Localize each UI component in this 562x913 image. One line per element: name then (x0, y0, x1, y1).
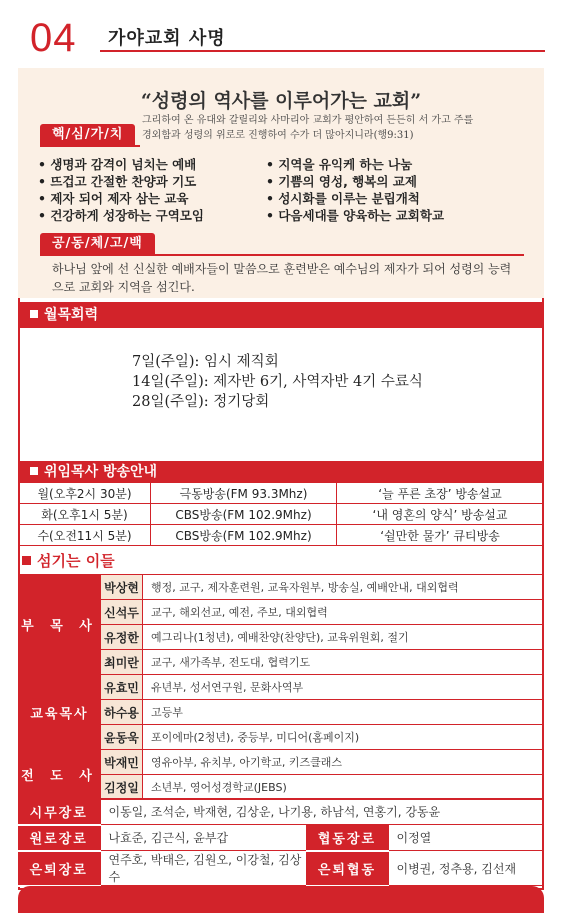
core-values-left-list (38, 156, 204, 224)
community-confession: 하나님 앞에 선 신실한 예배자들이 말씀으로 훈련받은 예수님의 제자가 되어 성령의 능력으로 교회와 지역을 섬긴다. (52, 262, 512, 294)
staff-role: 교육목사 (19, 675, 101, 750)
staff-duty: 교구, 새가족부, 전도대, 협력기도 (143, 650, 544, 675)
staff-duty: 영유아부, 유치부, 아기학교, 키즈클래스 (143, 750, 544, 775)
elder-names: 이동일, 조석순, 박재현, 김상운, 나기용, 하남석, 연홍기, 강동윤 (100, 799, 544, 825)
broadcast-station: CBS방송(FM 102.9Mhz) (151, 504, 337, 525)
table-row (19, 750, 544, 775)
staff-duty: 유년부, 성서연구원, 문화사역부 (143, 675, 544, 700)
broadcast-time: 수(오전11시 5분) (19, 525, 151, 546)
elder-names: 이병권, 정추용, 김선재 (388, 851, 544, 886)
staff-name: 박상현 (101, 575, 143, 600)
table-row (19, 483, 544, 504)
staff-table (18, 574, 544, 800)
staff-name: 최미란 (101, 650, 143, 675)
table-row (18, 799, 544, 825)
elder-names: 이정열 (388, 825, 544, 851)
table-row (19, 575, 544, 600)
vision-box (18, 68, 544, 298)
square-icon (30, 467, 38, 475)
section-number: 04 (30, 16, 77, 60)
elder-role: 은퇴협동 (306, 851, 388, 886)
broadcast-table (18, 482, 544, 546)
list-item: • 건강하게 성장하는 구역모임 (38, 207, 204, 224)
square-icon (30, 310, 38, 318)
broadcast-program: ‘늘 푸른 초장’ 방송설교 (337, 483, 544, 504)
list-item: • 지역을 유익케 하는 나눔 (266, 156, 444, 173)
header-divider (100, 50, 545, 52)
staff-title: 섬기는 이들 (37, 552, 115, 570)
broadcast-time: 화(오후1시 5분) (19, 504, 151, 525)
staff-duty: 소년부, 영어성경학교(JEBS) (143, 775, 544, 800)
schedule-item: 28일(주일): 정기당회 (132, 394, 270, 410)
square-icon (22, 556, 31, 565)
staff-name: 하수용 (101, 700, 143, 725)
list-item: • 기쁨의 영성, 행복의 교제 (266, 173, 444, 190)
staff-name: 김정일 (101, 775, 143, 800)
broadcast-program: ‘내 영혼의 양식’ 방송설교 (337, 504, 544, 525)
monthly-schedule-header (18, 302, 544, 328)
schedule-item: 14일(주일): 제자반 6기, 사역자반 4기 수료식 (132, 374, 423, 390)
elders-table (18, 798, 544, 887)
community-underline (40, 254, 524, 256)
staff-duty: 행정, 교구, 제자훈련원, 교육자원부, 방송실, 예배안내, 대외협력 (143, 575, 544, 600)
table-row (19, 504, 544, 525)
staff-name: 신석두 (101, 600, 143, 625)
broadcast-program: ‘쉴만한 물가’ 큐티방송 (337, 525, 544, 546)
staff-name: 윤동욱 (101, 725, 143, 750)
monthly-schedule-title: 월목회력 (44, 307, 99, 323)
staff-name: 유효민 (101, 675, 143, 700)
broadcast-station: 극동방송(FM 93.3Mhz) (151, 483, 337, 504)
table-row (18, 851, 544, 886)
staff-name: 유정한 (101, 625, 143, 650)
elder-role: 시무장로 (18, 799, 100, 825)
elder-names: 나효준, 김근식, 윤부갑 (100, 825, 306, 851)
elder-names: 연주호, 박태은, 김원오, 이강철, 김상수 (100, 851, 306, 886)
church-slogan: “성령의 역사를 이루어가는 교회” (140, 90, 422, 112)
list-item: • 뜨겁고 간절한 찬양과 기도 (38, 173, 204, 190)
staff-duty: 예그리나(1청년), 예배찬양(찬양단), 교육위원회, 절기 (143, 625, 544, 650)
list-item: • 제자 되어 제자 삼는 교육 (38, 190, 204, 207)
list-item: • 성시화를 이루는 분립개척 (266, 190, 444, 207)
monthly-schedule-list (132, 352, 423, 412)
broadcast-time: 월(오후2시 30분) (19, 483, 151, 504)
staff-duty: 포이에마(2청년), 중등부, 미디어(홈페이지) (143, 725, 544, 750)
list-item: • 생명과 감격이 넘치는 예배 (38, 156, 204, 173)
footer-bar (18, 886, 544, 913)
broadcast-title: 위임목사 방송안내 (44, 464, 158, 480)
staff-duty: 고등부 (143, 700, 544, 725)
elder-role: 원로장로 (18, 825, 100, 851)
table-row (19, 525, 544, 546)
elder-role: 협동장로 (306, 825, 388, 851)
bible-verse: 그리하여 온 유대와 갈릴리와 사마리아 교회가 평안하여 든든히 서 가고 주를 경외함과 성령의 위로로 진행하여 수가 더 많아지니라(행9:31) (142, 115, 474, 141)
broadcast-station: CBS방송(FM 102.9Mhz) (151, 525, 337, 546)
staff-name: 박재민 (101, 750, 143, 775)
section-title: 가야교회 사명 (108, 28, 226, 49)
staff-header (22, 550, 115, 571)
staff-role: 부 목 사 (19, 575, 101, 675)
staff-role: 전 도 사 (19, 750, 101, 800)
core-values-right-list (266, 156, 444, 224)
broadcast-header (18, 461, 544, 483)
staff-duty: 교구, 해외선교, 예전, 주보, 대외협력 (143, 600, 544, 625)
page-header (0, 0, 562, 64)
list-item: • 다음세대를 양육하는 교회학교 (266, 207, 444, 224)
elder-role: 은퇴장로 (18, 851, 100, 886)
community-label: 공/동/체/고/백 (40, 233, 155, 255)
core-values-underline (40, 145, 140, 147)
core-values-label: 핵/심/가/치 (40, 124, 135, 146)
schedule-item: 7일(주일): 임시 제직회 (132, 354, 279, 370)
table-row (18, 825, 544, 851)
table-row (19, 675, 544, 700)
